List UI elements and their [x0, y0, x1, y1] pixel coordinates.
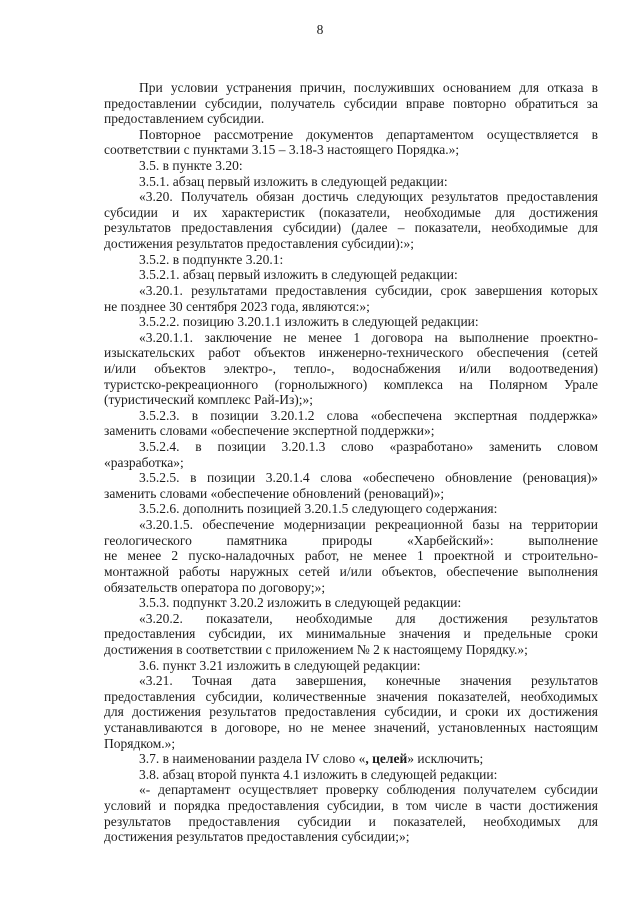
text-line: 3.5.2.6. дополнить позицией 3.20.1.5 следующего содержания:	[139, 501, 498, 517]
text-line: «3.20.1.1. заключение не менее 1 договора на выполнение проектно-	[139, 329, 598, 345]
text-line: соответствии с пунктами 3.15 – 3.18-3 настоящего Порядка.»;	[104, 142, 460, 158]
text-line: монтажной работы наружных сетей и/или объектов, обеспечение выполнения	[104, 563, 598, 579]
text-line: достижения результатов предоставления субсидии;»;	[104, 829, 410, 845]
text-line: «3.20.2. показатели, необходимые для достижения результатов	[139, 610, 598, 626]
text-line: обязательств оператора по договору;»;	[104, 579, 326, 595]
text-line: 3.5.3. подпункт 3.20.2 изложить в следующей редакции:	[139, 595, 462, 611]
text-line: 3.5.2.3. в позиции 3.20.1.2 слова «обеспечена экспертная поддержка»	[139, 407, 598, 423]
text-line: 3.6. пункт 3.21 изложить в следующей редакции:	[139, 657, 421, 673]
text-line: 3.5.2.1. абзац первый изложить в следующей редакции:	[139, 267, 458, 283]
text-line: «- департамент осуществляет проверку соблюдения получателем субсидии	[139, 782, 598, 798]
text-line: для достижения результатов предоставления субсидии, и сроки их достижения	[104, 704, 598, 720]
text-line: изыскательских работ объектов инженерно-технического обеспечения (сетей	[104, 345, 598, 361]
text-line: геологического памятника природы «Харбейский»: выполнение	[104, 532, 598, 548]
text-line: субсидии и их характеристик (показатели, необходимые для достижения	[104, 204, 598, 220]
text-line: туристско-рекреационного (горнолыжного) комплекса на Полярном Урале	[104, 376, 598, 392]
text-line: 3.5.2.5. в позиции 3.20.1.4 слова «обеспечено обновление (реновация)»	[139, 470, 598, 486]
text-line: устанавливаются в договоре, но не менее значений, установленных настоящим	[104, 719, 598, 735]
text-line: «разработка»;	[104, 454, 184, 470]
text-line: 3.5.2. в подпункте 3.20.1:	[139, 251, 284, 267]
text-segment: » исключить;	[407, 751, 484, 767]
text-line: предоставлением субсидии.	[104, 111, 265, 127]
text-line: не менее 2 пуско-наладочных работ, не менее 1 проектной и строительно-	[104, 548, 598, 564]
text-line	[104, 751, 598, 767]
text-line: предоставления субсидии, количественные значения показателей, необходимых	[104, 688, 598, 704]
text-line: «3.21. Точная дата завершения, конечные значения результатов	[139, 673, 598, 689]
text-line: достижения в соответствии с приложением № 2 к настоящему Порядку.»;	[104, 641, 528, 657]
text-line: не позднее 30 сентября 2023 года, являются:»;	[104, 298, 370, 314]
text-line: результатов предоставления субсидии) (далее – показатели, необходимые для	[104, 220, 598, 236]
bold-text-segment: , целей	[365, 751, 408, 767]
text-line: Повторное рассмотрение документов департаментом осуществляется в	[139, 126, 598, 142]
text-line: 3.5.2.4. в позиции 3.20.1.3 слово «разработано» заменить словом	[139, 439, 598, 455]
text-line: 3.5.1. абзац первый изложить в следующей редакции:	[139, 173, 448, 189]
text-line: заменить словами «обеспечение обновлений (реноваций)»;	[104, 485, 445, 501]
text-line: предоставлении субсидии, получатель субсидии вправе повторно обратиться за	[104, 95, 598, 111]
text-line: условий и порядка предоставления субсидии, в том числе в части достижения	[104, 798, 598, 814]
text-line: результатов предоставления субсидии и показателей, необходимых для	[104, 813, 598, 829]
text-line: При условии устранения причин, послуживших основанием для отказа в	[139, 80, 598, 95]
text-line: Порядком.»;	[104, 735, 176, 751]
document-body	[104, 80, 598, 845]
text-line: 3.5. в пункте 3.20:	[139, 158, 243, 174]
text-line: «3.20.1.5. обеспечение модернизации рекреационной базы на территории	[139, 517, 598, 533]
text-segment: 3.7. в наименовании раздела IV слово «	[139, 751, 366, 767]
text-line: (туристический комплекс Рай-Из);»;	[104, 392, 314, 408]
text-line: и/или объектов электро-, тепло-, водоснабжения и/или водоотведения)	[104, 360, 598, 376]
text-line: 3.5.2.2. позицию 3.20.1.1 изложить в следующей редакции:	[139, 314, 479, 330]
text-line: заменить словами «обеспечение экспертной поддержки»;	[104, 423, 435, 439]
text-line: предоставления субсидии, их минимальные значения и предельные сроки	[104, 626, 598, 642]
text-line: достижения результатов предоставления субсидии):»;	[104, 236, 414, 252]
page-number: 8	[316, 22, 324, 37]
text-line: 3.8. абзац второй пункта 4.1 изложить в следующей редакции:	[139, 766, 498, 782]
text-line: «3.20.1. результатами предоставления субсидии, срок завершения которых	[139, 282, 598, 298]
text-line: «3.20. Получатель обязан достичь следующих результатов предоставления	[139, 189, 598, 205]
